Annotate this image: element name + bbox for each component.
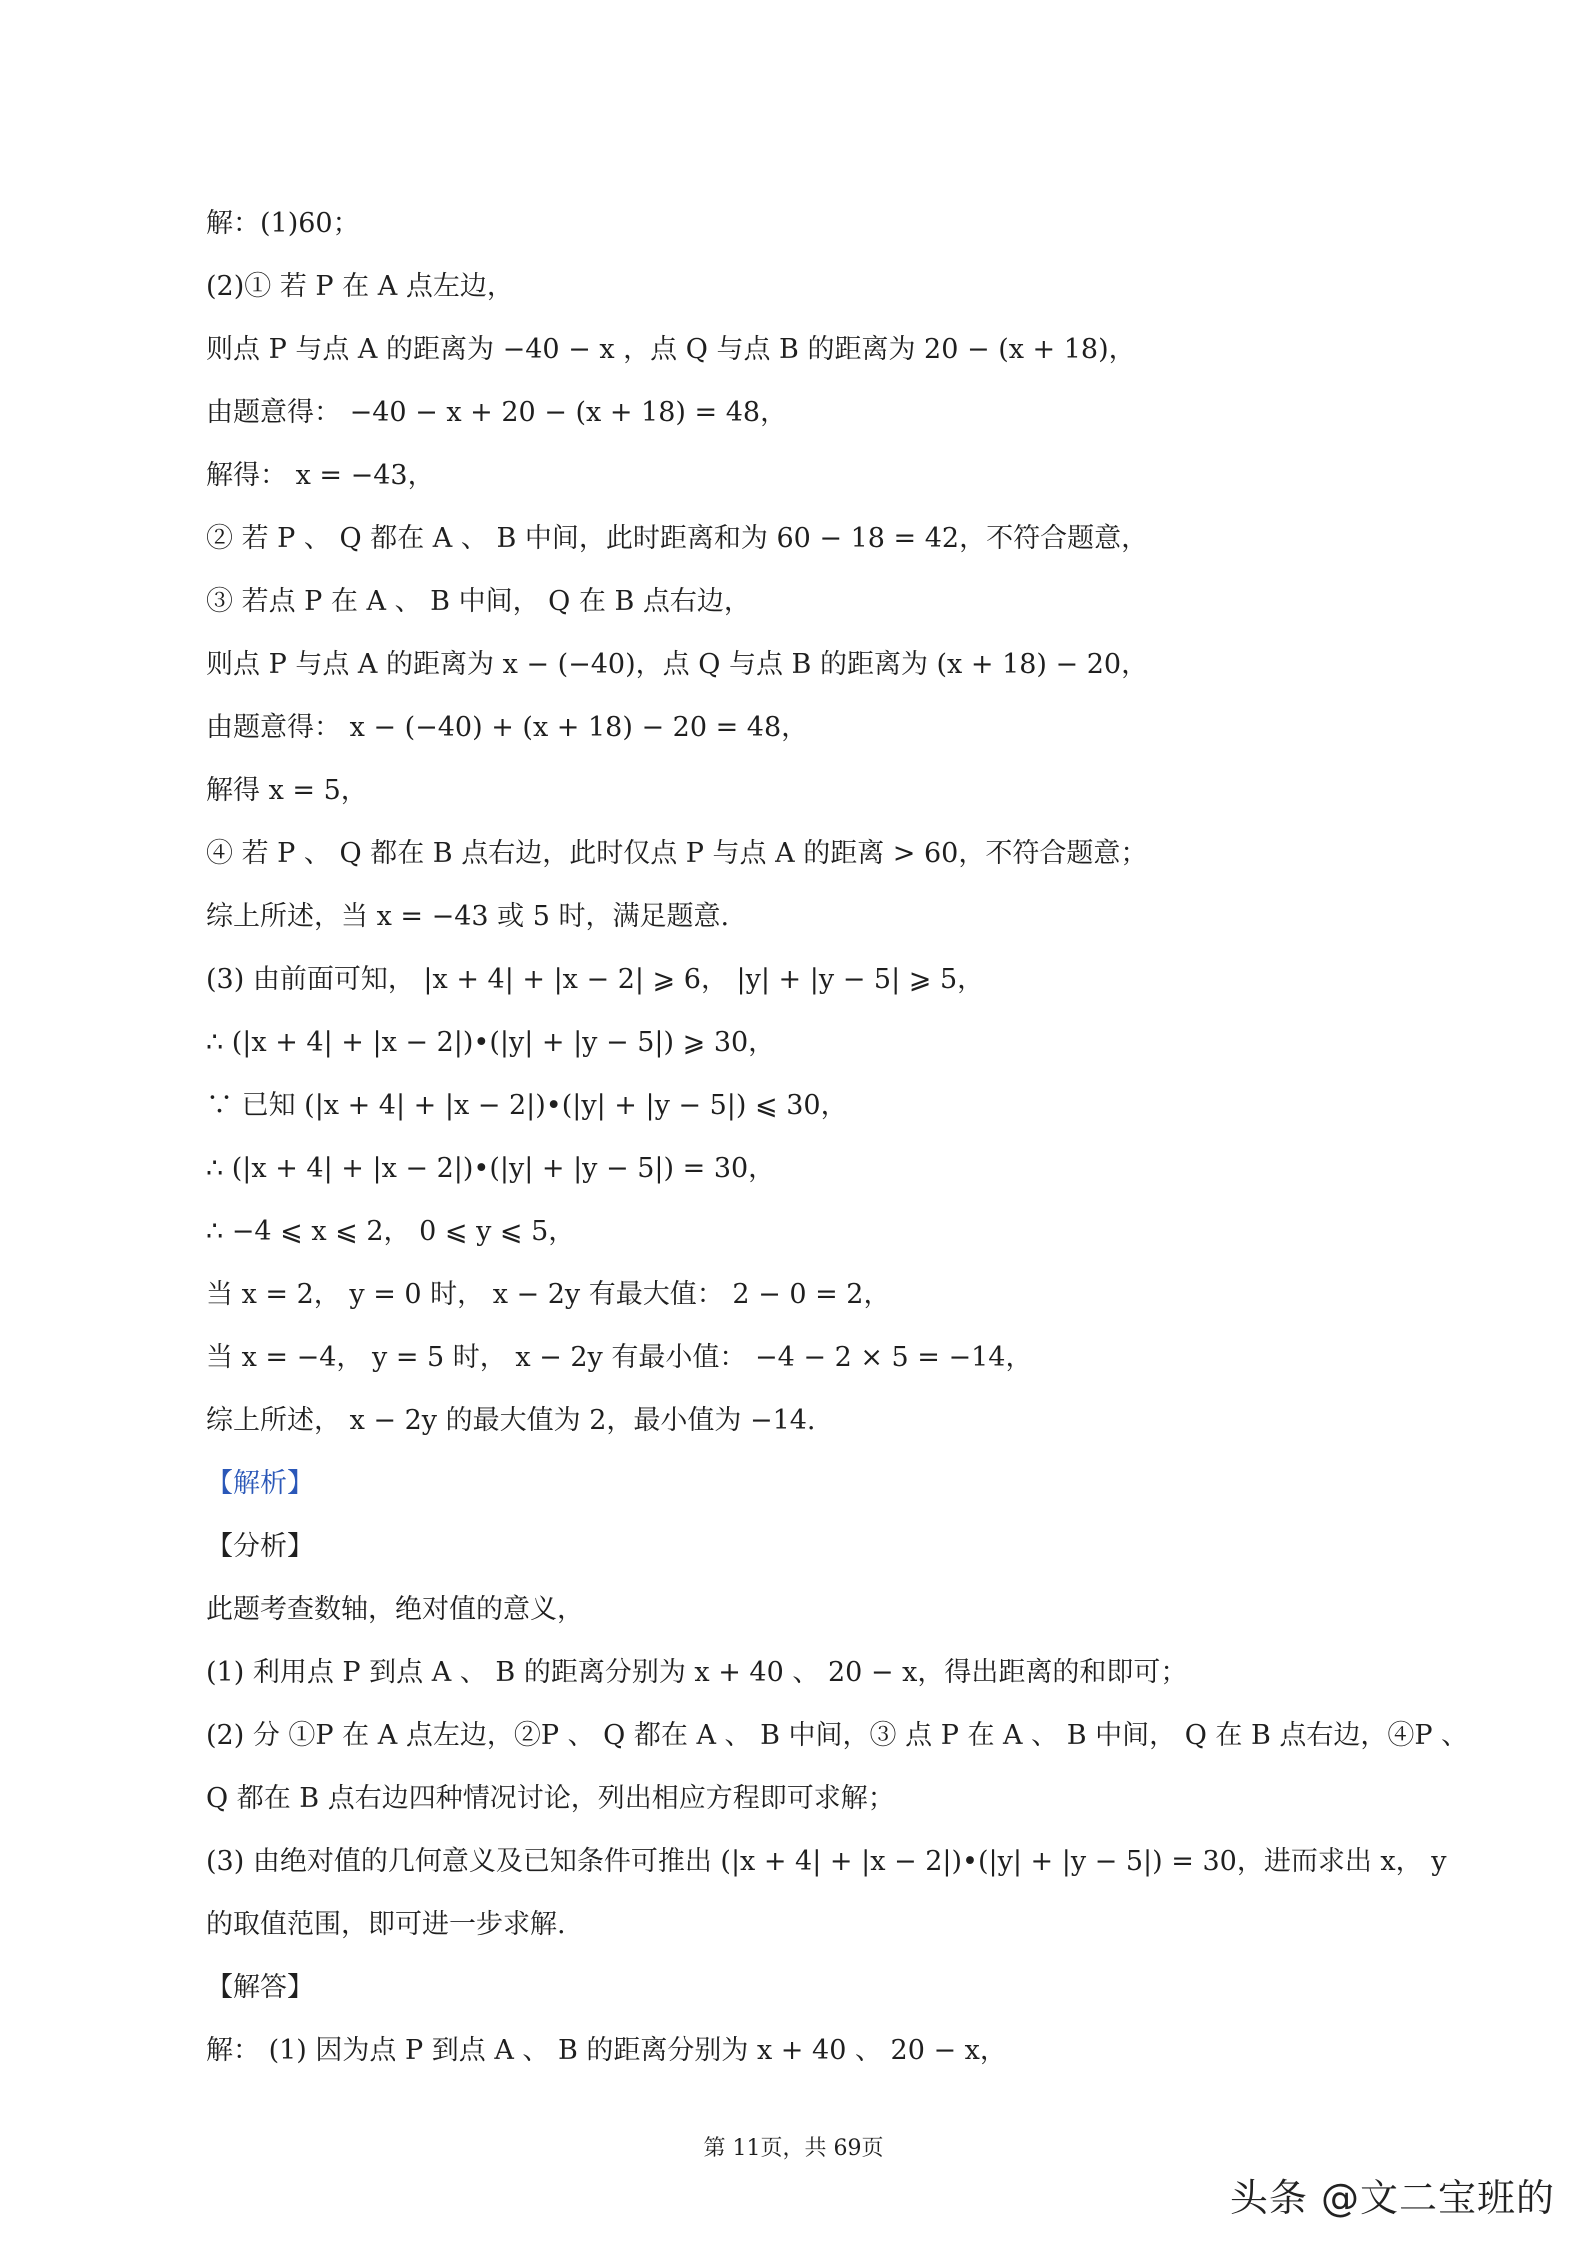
text-line: 综上所述， x − 2y 的最大值为 2，最小值为 −14. [206, 1405, 816, 1436]
text-line: ② 若 P 、 Q 都在 A 、 B 中间，此时距离和为 60 − 18 = 42，不符合题意， [206, 523, 1149, 554]
text-line: ∴ (|x + 4| + |x − 2|)•(|y| + |y − 5|) ⩾ 30， [206, 1027, 776, 1058]
text-line: 则点 P 与点 A 的距离为 x − (−40)，点 Q 与点 B 的距离为 (x + 18) − 20， [206, 649, 1149, 680]
text-line: ∵ 已知 (|x + 4| + |x − 2|)•(|y| + |y − 5|) ⩽ 30， [206, 1090, 848, 1121]
text-line: 解得 x = 5， [206, 775, 368, 806]
section-heading-analysis: 【解析】 [206, 1468, 314, 1499]
text-line: (1) 利用点 P 到点 A 、 B 的距离分别为 x + 40 、 20 − x，得出距离的和即可； [206, 1657, 1188, 1688]
text-line: 的取值范围，即可进一步求解. [206, 1909, 566, 1940]
page-number-footer: 第 11页，共 69页 [703, 2136, 884, 2161]
text-line: 由题意得： x − (−40) + (x + 18) − 20 = 48， [206, 712, 809, 743]
text-line: 则点 P 与点 A 的距离为 −40 − x ，点 Q 与点 B 的距离为 20 − (x + 18)， [206, 334, 1136, 365]
watermark: 头条 @文二宝班的 [1229, 2176, 1555, 2220]
text-line: 此题考查数轴，绝对值的意义， [206, 1594, 584, 1625]
text-line: (2)① 若 P 在 A 点左边， [206, 271, 514, 302]
text-line: ∴ −4 ⩽ x ⩽ 2， 0 ⩽ y ⩽ 5， [206, 1216, 576, 1247]
text-line: 当 x = −4， y = 5 时， x − 2y 有最小值： −4 − 2 × 5 = −14， [206, 1342, 1033, 1373]
text-line: (3) 由前面可知， |x + 4| + |x − 2| ⩾ 6， |y| + |y − 5| ⩾ 5， [206, 964, 985, 995]
section-heading-answer: 【解答】 [206, 1972, 314, 2003]
text-line: (2) 分 ①P 在 A 点左边，②P 、 Q 都在 A 、 B 中间，③ 点 P 在 A 、 B 中间， Q 在 B 点右边，④P 、 [206, 1720, 1469, 1751]
text-line: 解： (1) 因为点 P 到点 A 、 B 的距离分别为 x + 40 、 20 − x， [206, 2035, 1007, 2066]
text-line: 由题意得： −40 − x + 20 − (x + 18) = 48， [206, 397, 788, 428]
section-heading-fenxi: 【分析】 [206, 1531, 314, 1562]
text-line: ④ 若 P 、 Q 都在 B 点右边，此时仅点 P 与点 A 的距离 > 60，不符合题意； [206, 838, 1148, 869]
text-line: 综上所述，当 x = −43 或 5 时，满足题意. [206, 901, 730, 932]
text-line: ③ 若点 P 在 A 、 B 中间， Q 在 B 点右边， [206, 586, 751, 617]
text-line: 当 x = 2， y = 0 时， x − 2y 有最大值： 2 − 0 = 2， [206, 1279, 891, 1310]
text-line: Q 都在 B 点右边四种情况讨论，列出相应方程即可求解； [206, 1783, 895, 1814]
text-line: 解得： x = −43， [206, 460, 435, 491]
text-line: (3) 由绝对值的几何意义及已知条件可推出 (|x + 4| + |x − 2|)•(|y| + |y − 5|) = 30，进而求出 x， y [206, 1846, 1447, 1877]
text-line: ∴ (|x + 4| + |x − 2|)•(|y| + |y − 5|) = 30， [206, 1153, 776, 1184]
text-line: 解：(1)60； [206, 208, 360, 239]
